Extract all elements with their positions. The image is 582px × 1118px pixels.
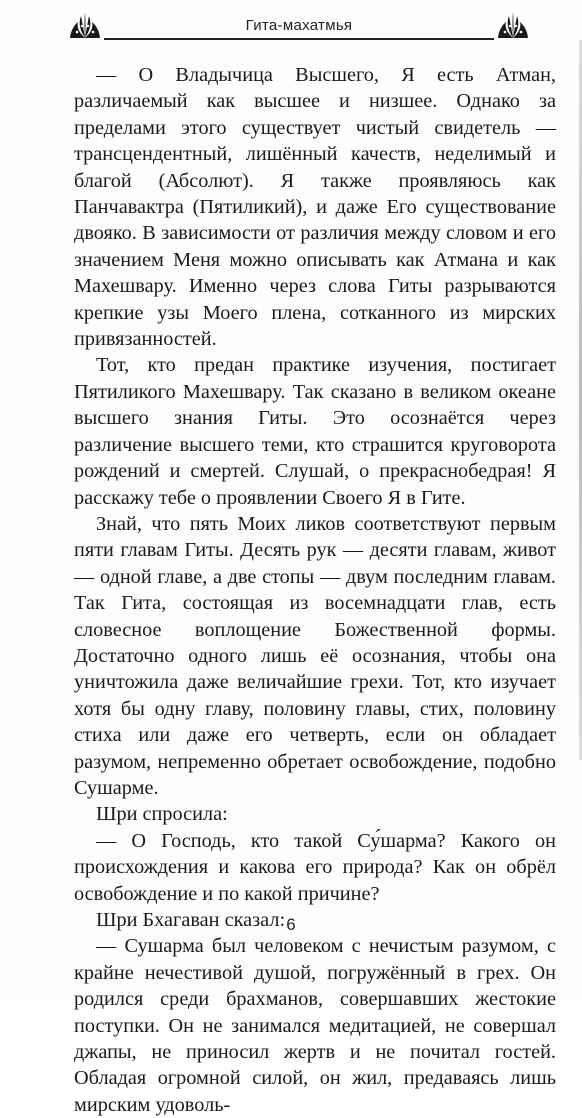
running-header [68, 4, 530, 44]
paragraph: — Сушарма был человеком с нечистым разумом, с крайне нечестивой душой, погружённый в грех. Он родился среди брахманов, совершавших жестокие поступки. Он не занимался медитацией, не совершал джапы, не приносил жертв и не почитал гостей. Обладая огромной силой, он жил, предаваясь лишь мирским удоволь- [74, 935, 556, 1116]
body-text [74, 62, 556, 1118]
speaker-line: Шри спросила: [96, 803, 228, 826]
paragraph: — О Господь, кто такой Су́шарма? Какого он происхождения и какова его природа? Как он обрёл освобождение и по какой причине? [74, 829, 556, 905]
header-title: Гита-махатмья [245, 17, 353, 34]
paragraph: — О Владычица Высшего, Я есть Атман, различаемый как высшее и низшее. Однако за пределами этого существует чистый свидетель — трансцендентный, лишённый качеств, неделимый и благой (Абсолют). Я также проявляюсь как Панчавактра (Пятиликий), и даже Его существование двояко. В зависимости от различия между словом и его значением Меня можно описывать как Атмана и как Махешвару. Именно через слова Гиты разрываются крепкие узы Моего плена, сотканного из мирских привязанностей. [74, 64, 556, 351]
lotus-ornament-icon [496, 10, 530, 40]
speaker-line: Шри Бхагаван сказал: [96, 909, 286, 931]
page-number: 6 [286, 915, 296, 934]
paragraph: Тот, кто предан практике изучения, постигает Пятиликого Махешвару. Так сказано в великом океане высшего знания Гиты. Это осознаётся через различение высшего теми, кто страшится круговорота рождений и смертей. Слушай, о прекраснобедрая! Я расскажу тебе о проявлении Своего Я в Гите. [74, 354, 556, 509]
header-rule [104, 38, 494, 40]
paragraph: Знай, что пять Моих ликов соответствуют первым пяти главам Гиты. Десять рук — десяти главам, живот — одной главе, а две стопы — двум последним главам. Так Гита, состоящая из восемнадцати глав, есть словесное воплощение Божественной формы. Достаточно одного лишь её осознания, чтобы она уничтожила даже величайшие грехи. Тот, кто изучает хотя бы одну главу, половину главы, стих, половину стиха или даже его четверть, если он обладает разумом, непременно обретает освобождение, подобно Сушарме. [74, 512, 556, 799]
